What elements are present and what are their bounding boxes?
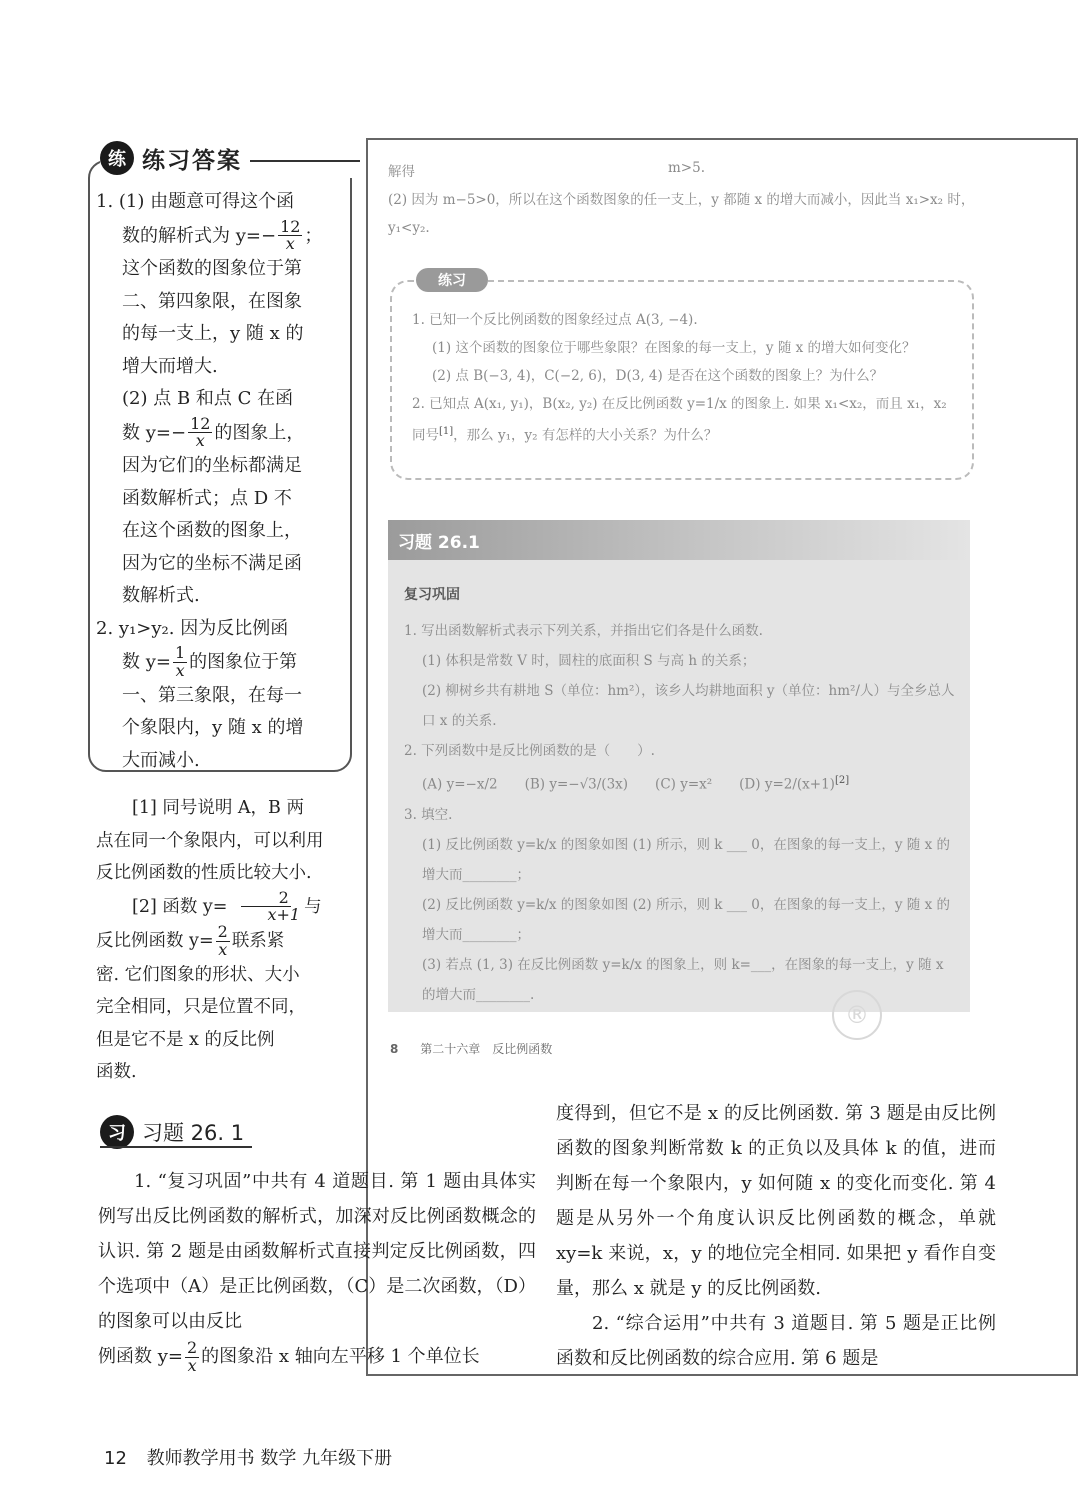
answer-text — [96, 186, 346, 777]
left-column — [98, 1164, 536, 1374]
fraction: $\frac{12}{x}$ — [190, 413, 211, 451]
exercise-subitem: (2) 反比例函数 y=k/x 的图象如图 (2) 所示，则 k ___ 0，在图象的每一支上，y 随 x 的增大而________； — [422, 896, 950, 943]
footnotes — [96, 792, 350, 1089]
answer-line: 函数解析式；点 D 不 — [122, 487, 292, 509]
exercise-item: 3. 填空. — [404, 806, 453, 823]
exercise-subitem: (3) 若点 (1, 3) 在反比例函数 y=k/x 的图象上，则 k=___，在图象的每一支上，y 随 x 的增大而________. — [422, 956, 944, 1003]
excerpt-page-number: 8 — [390, 1042, 399, 1056]
answer-line: 的每一支上，y 随 x 的 — [122, 323, 304, 345]
paragraph: 度得到，但它不是 x 的反比例函数. 第 3 题是由反比例函数的图象判断常数 k 的正负以及具体 k 的值，进而判断在每一个象限内，y 如何随 x 的变化而变化. 第 4 题是从另外一个角度认识反比例函数的概念，单就 xy=k 来说，x，y 的地位完全相同. 如果把 y 看作自变量，那么 x 就是 y 的反比例函数. — [556, 1103, 996, 1299]
answer-line: 二、第四象限，在图象 — [122, 290, 302, 312]
exercise-subheading: 复习巩固 — [404, 587, 460, 603]
fraction: $\frac{1}{x}$ — [174, 643, 186, 680]
note-marker: [1] — [439, 426, 454, 437]
practice-subitem: (1) 这个函数的图象位于哪些象限？在图象的每一支上，y 随 x 的增大如何变化？ — [432, 340, 916, 356]
heading-rule — [250, 160, 360, 162]
book-title: 教师教学用书 数学 九年级下册 — [146, 1448, 393, 1469]
excerpt-footer — [390, 1040, 552, 1057]
exercise-options: (A) y=−x/2 (B) y=−√3/(3x) (C) y=x² (D) y=2/(x+1)[2] — [422, 775, 850, 793]
practice-item: 2. 已知点 A(x₁, y₁)，B(x₂, y₂) 在反比例函数 y=1/x 的图象上. 如果 x₁<x₂，而且 x₁，x₂ 同号[1]，那么 y₁，y₂ 有怎样的大小关系？为什么？ — [412, 396, 947, 444]
exercise-subitem: (1) 反比例函数 y=k/x 的图象如图 (1) 所示，则 k ___ 0，在图象的每一支上，y 随 x 的增大而________； — [422, 836, 950, 883]
note-line: 密. 它们图象的形状、大小 — [96, 964, 300, 985]
exercise-icon: 习 — [100, 1115, 134, 1149]
answer-line-fraction: 数 y= $\frac{1}{x}$ 的图象位于第 — [122, 643, 298, 680]
fraction: $\frac{2}{x}$ — [217, 922, 228, 959]
practice-tag: 练习 — [416, 268, 488, 292]
answer-line: 数解析式. — [122, 585, 200, 607]
answer-line: 一、第三象限，在每一 — [122, 684, 302, 706]
exercise-header: 习题 26.1 — [388, 520, 970, 560]
practice-subitem: (2) 点 B(−3, 4)，C(−2, 6)，D(3, 4) 是否在这个函数的图象上？为什么？ — [432, 368, 884, 384]
note-line-fraction: 反比例函数 y= $\frac{2}{x}$ 联系紧 — [96, 922, 285, 959]
exercise-subitem: (2) 柳树乡共有耕地 S（单位：hm²），该乡人均耕地面积 y（单位：hm²/人）与全乡总人口 x 的关系. — [422, 683, 955, 729]
exercise-item: 2. 下列函数中是反比例函数的是（ ）. — [404, 743, 655, 759]
note-line: 反比例函数的性质比较大小. — [96, 863, 312, 883]
practice-text — [412, 306, 962, 450]
answer-line-fraction: 数 y=− $\frac{12}{x}$ 的图象上， — [122, 413, 305, 451]
note-2: [2] 函数 y= $\frac{2}{x+1}$ 与 — [132, 887, 322, 925]
paragraph: 1. “复习巩固”中共有 4 道题目. 第 1 题由具体实例写出反比例函数的解析式，加深对反比例函数概念的认识. 第 2 题是由函数解析式直接判定反比例函数，四个选项中（A）是正比例函数，（C）是二次函数，（D）的图象可以由反比 — [98, 1171, 536, 1332]
fraction: $\frac{2}{x+1}$ — [229, 890, 302, 925]
exercise-subitem: (1) 体积是常数 V 时，圆柱的底面积 S 与高 h 的关系； — [422, 653, 756, 669]
practice-item: 1. 已知一个反比例函数的图象经过点 A(3, −4). — [412, 312, 698, 328]
exercise-item: 1. 写出函数解析式表示下列关系，并指出它们各是什么函数. — [404, 623, 763, 639]
page-footer — [104, 1444, 392, 1470]
note-line: 但是它不是 x 的反比例 — [96, 1029, 275, 1050]
answer-line: 这个函数的图象位于第 — [122, 258, 302, 280]
exercise-text — [404, 616, 956, 1010]
answer-line: 增大而增大. — [122, 355, 218, 377]
answer-line: 在这个函数的图象上， — [122, 520, 302, 542]
note-line: 点在同一个象限内，可以利用 — [96, 830, 324, 851]
fraction: $\frac{2}{x}$ — [186, 1337, 198, 1375]
solve-label: 解得 — [388, 164, 415, 180]
answer-heading — [100, 138, 366, 178]
solve-equation: m>5. — [668, 160, 705, 176]
answer-line-fraction: 数的解析式为 y=− $\frac{12}{x}$ ； — [122, 216, 323, 254]
answer-line: 2. y₁>y₂. 因为反比例函 — [96, 617, 289, 639]
exercise-heading-title: 习题 26. 1 — [142, 1121, 245, 1145]
answer-line: 大而减小. — [122, 749, 200, 771]
registered-mark: ® — [832, 990, 882, 1040]
answer-line: 1. (1) 由题意可得这个函 — [96, 191, 295, 212]
answer-line: 因为它们的坐标都满足 — [122, 455, 302, 477]
note-line: 完全相同，只是位置不同， — [96, 997, 306, 1018]
paragraph: 2. “综合运用”中共有 3 道题目. 第 5 题是正比例函数和反比例函数的综合应用. 第 6 题是 — [556, 1313, 996, 1369]
excerpt-chapter: 第二十六章 反比例函数 — [420, 1042, 553, 1056]
answer-title: 练习答案 — [142, 147, 242, 174]
answer-line: 因为它的坐标不满足函 — [122, 552, 302, 574]
fraction: $\frac{12}{x}$ — [280, 216, 301, 254]
right-column — [556, 1096, 996, 1376]
practice-icon: 练 — [100, 141, 134, 175]
note-1: [1] 同号说明 A，B 两 — [132, 798, 304, 818]
heading-rule — [100, 1146, 252, 1148]
paragraph-fraction-line: 例函数 y= $\frac{2}{x}$ 的图象沿 x 轴向左平移 1 个单位长 — [98, 1337, 480, 1375]
answer-line: (2) 点 B 和点 C 在函 — [122, 388, 294, 410]
note-line: 函数. — [96, 1062, 137, 1083]
note-marker: [2] — [834, 775, 850, 786]
solve-paragraph: (2) 因为 m−5>0，所以在这个函数图象的任一支上，y 都随 x 的增大而减小，因此当 x₁>x₂ 时，y₁<y₂. — [388, 192, 975, 236]
page-number: 12 — [104, 1448, 127, 1469]
answer-line: 个象限内，y 随 x 的增 — [122, 717, 304, 739]
